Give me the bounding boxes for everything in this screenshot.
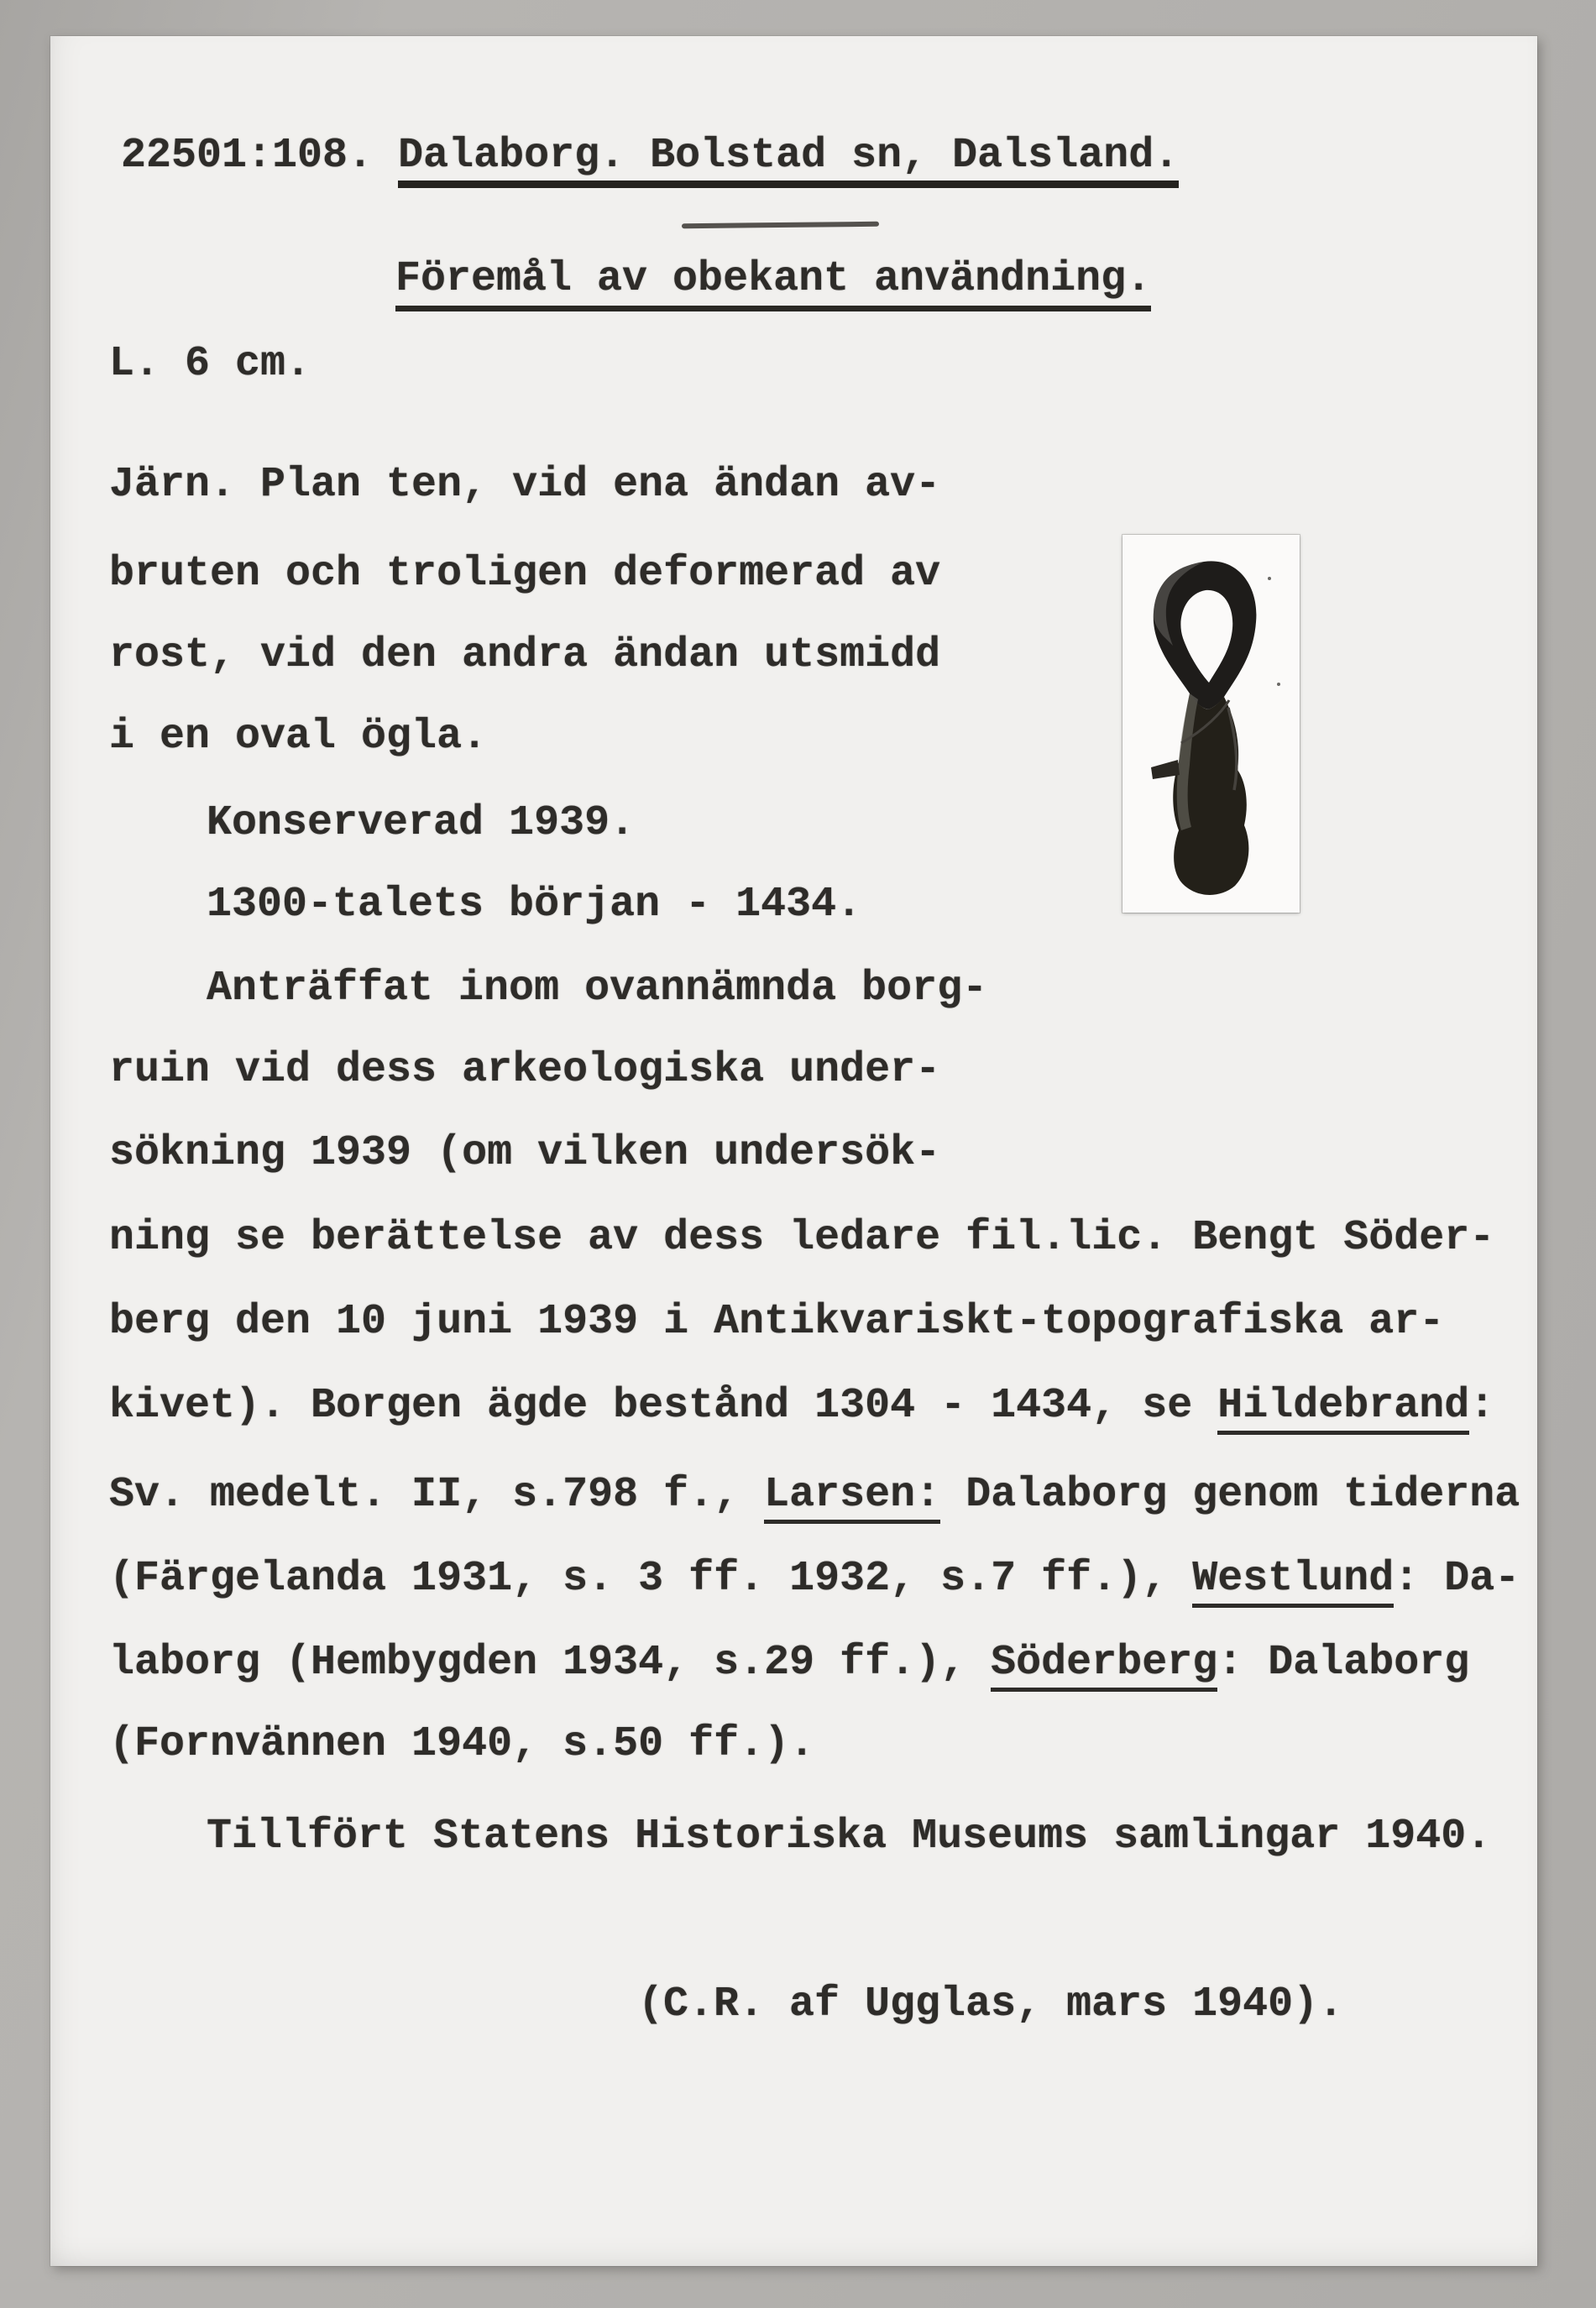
description-line-2: bruten och troligen deformerad av xyxy=(109,550,941,598)
catalog-number: 22501:108. xyxy=(121,132,399,180)
find-line-6 xyxy=(109,1382,1494,1431)
find-line-5: berg den 10 juni 1939 i Antikvariskt-topografiska ar- xyxy=(109,1298,1445,1346)
object-title xyxy=(395,255,1151,304)
find-line-9-tail: : Dalaborg xyxy=(1217,1639,1470,1687)
length-note: L. 6 cm. xyxy=(109,340,311,388)
reference-larsen: Larsen: xyxy=(764,1471,940,1524)
find-line-8 xyxy=(109,1555,1520,1604)
find-line-7 xyxy=(109,1471,1520,1520)
catalog-card xyxy=(50,36,1537,2266)
find-line-1: Anträffat inom ovannämnda borg- xyxy=(207,965,988,1013)
description-line-1: Järn. Plan ten, vid ena ändan av- xyxy=(109,461,941,509)
reference-soderberg: Söderberg xyxy=(991,1639,1217,1692)
dating-line: 1300-talets början - 1434. xyxy=(207,881,862,929)
find-line-7-text: Sv. medelt. II, s.798 f., xyxy=(109,1471,765,1519)
find-line-2: ruin vid dess arkeologiska under- xyxy=(109,1046,941,1094)
artifact-photo xyxy=(1122,535,1300,913)
object-title-text: Föremål av obekant användning. xyxy=(395,255,1151,311)
find-line-8-text: (Färgelanda 1931, s. 3 ff. 1932, s.7 ff.), xyxy=(109,1555,1193,1603)
find-line-7-tail: Dalaborg genom tiderna xyxy=(940,1471,1520,1519)
accession-line: Tillfört Statens Historiska Museums samlingar 1940. xyxy=(207,1813,1492,1861)
iron-loop-artifact-icon xyxy=(1122,535,1300,913)
catalog-location: Dalaborg. Bolstad sn, Dalsland. xyxy=(398,132,1179,188)
find-line-3: sökning 1939 (om vilken undersök- xyxy=(109,1129,941,1177)
find-line-6-colon: : xyxy=(1469,1382,1495,1430)
description-line-4: i en oval ögla. xyxy=(109,713,488,761)
find-line-9 xyxy=(109,1639,1469,1688)
signature-line: (C.R. af Ugglas, mars 1940). xyxy=(638,1981,1344,2028)
conserved-line: Konserverad 1939. xyxy=(207,799,636,847)
reference-westlund: Westlund xyxy=(1192,1555,1394,1608)
description-line-3: rost, vid den andra ändan utsmidd xyxy=(109,631,941,679)
find-line-10: (Fornvännen 1940, s.50 ff.). xyxy=(109,1720,815,1768)
find-line-4: ning se berättelse av dess ledare fil.lic. Bengt Söder- xyxy=(109,1214,1495,1262)
find-line-8-tail: : Da- xyxy=(1394,1555,1520,1603)
find-line-9-text: laborg (Hembygden 1934, s.29 ff.), xyxy=(109,1639,992,1687)
catalog-number-line xyxy=(121,132,1179,181)
underline-flourish xyxy=(682,222,879,228)
reference-hildebrand: Hildebrand xyxy=(1217,1382,1469,1435)
find-line-6-text: kivet). Borgen ägde bestånd 1304 - 1434, se xyxy=(109,1382,1218,1430)
